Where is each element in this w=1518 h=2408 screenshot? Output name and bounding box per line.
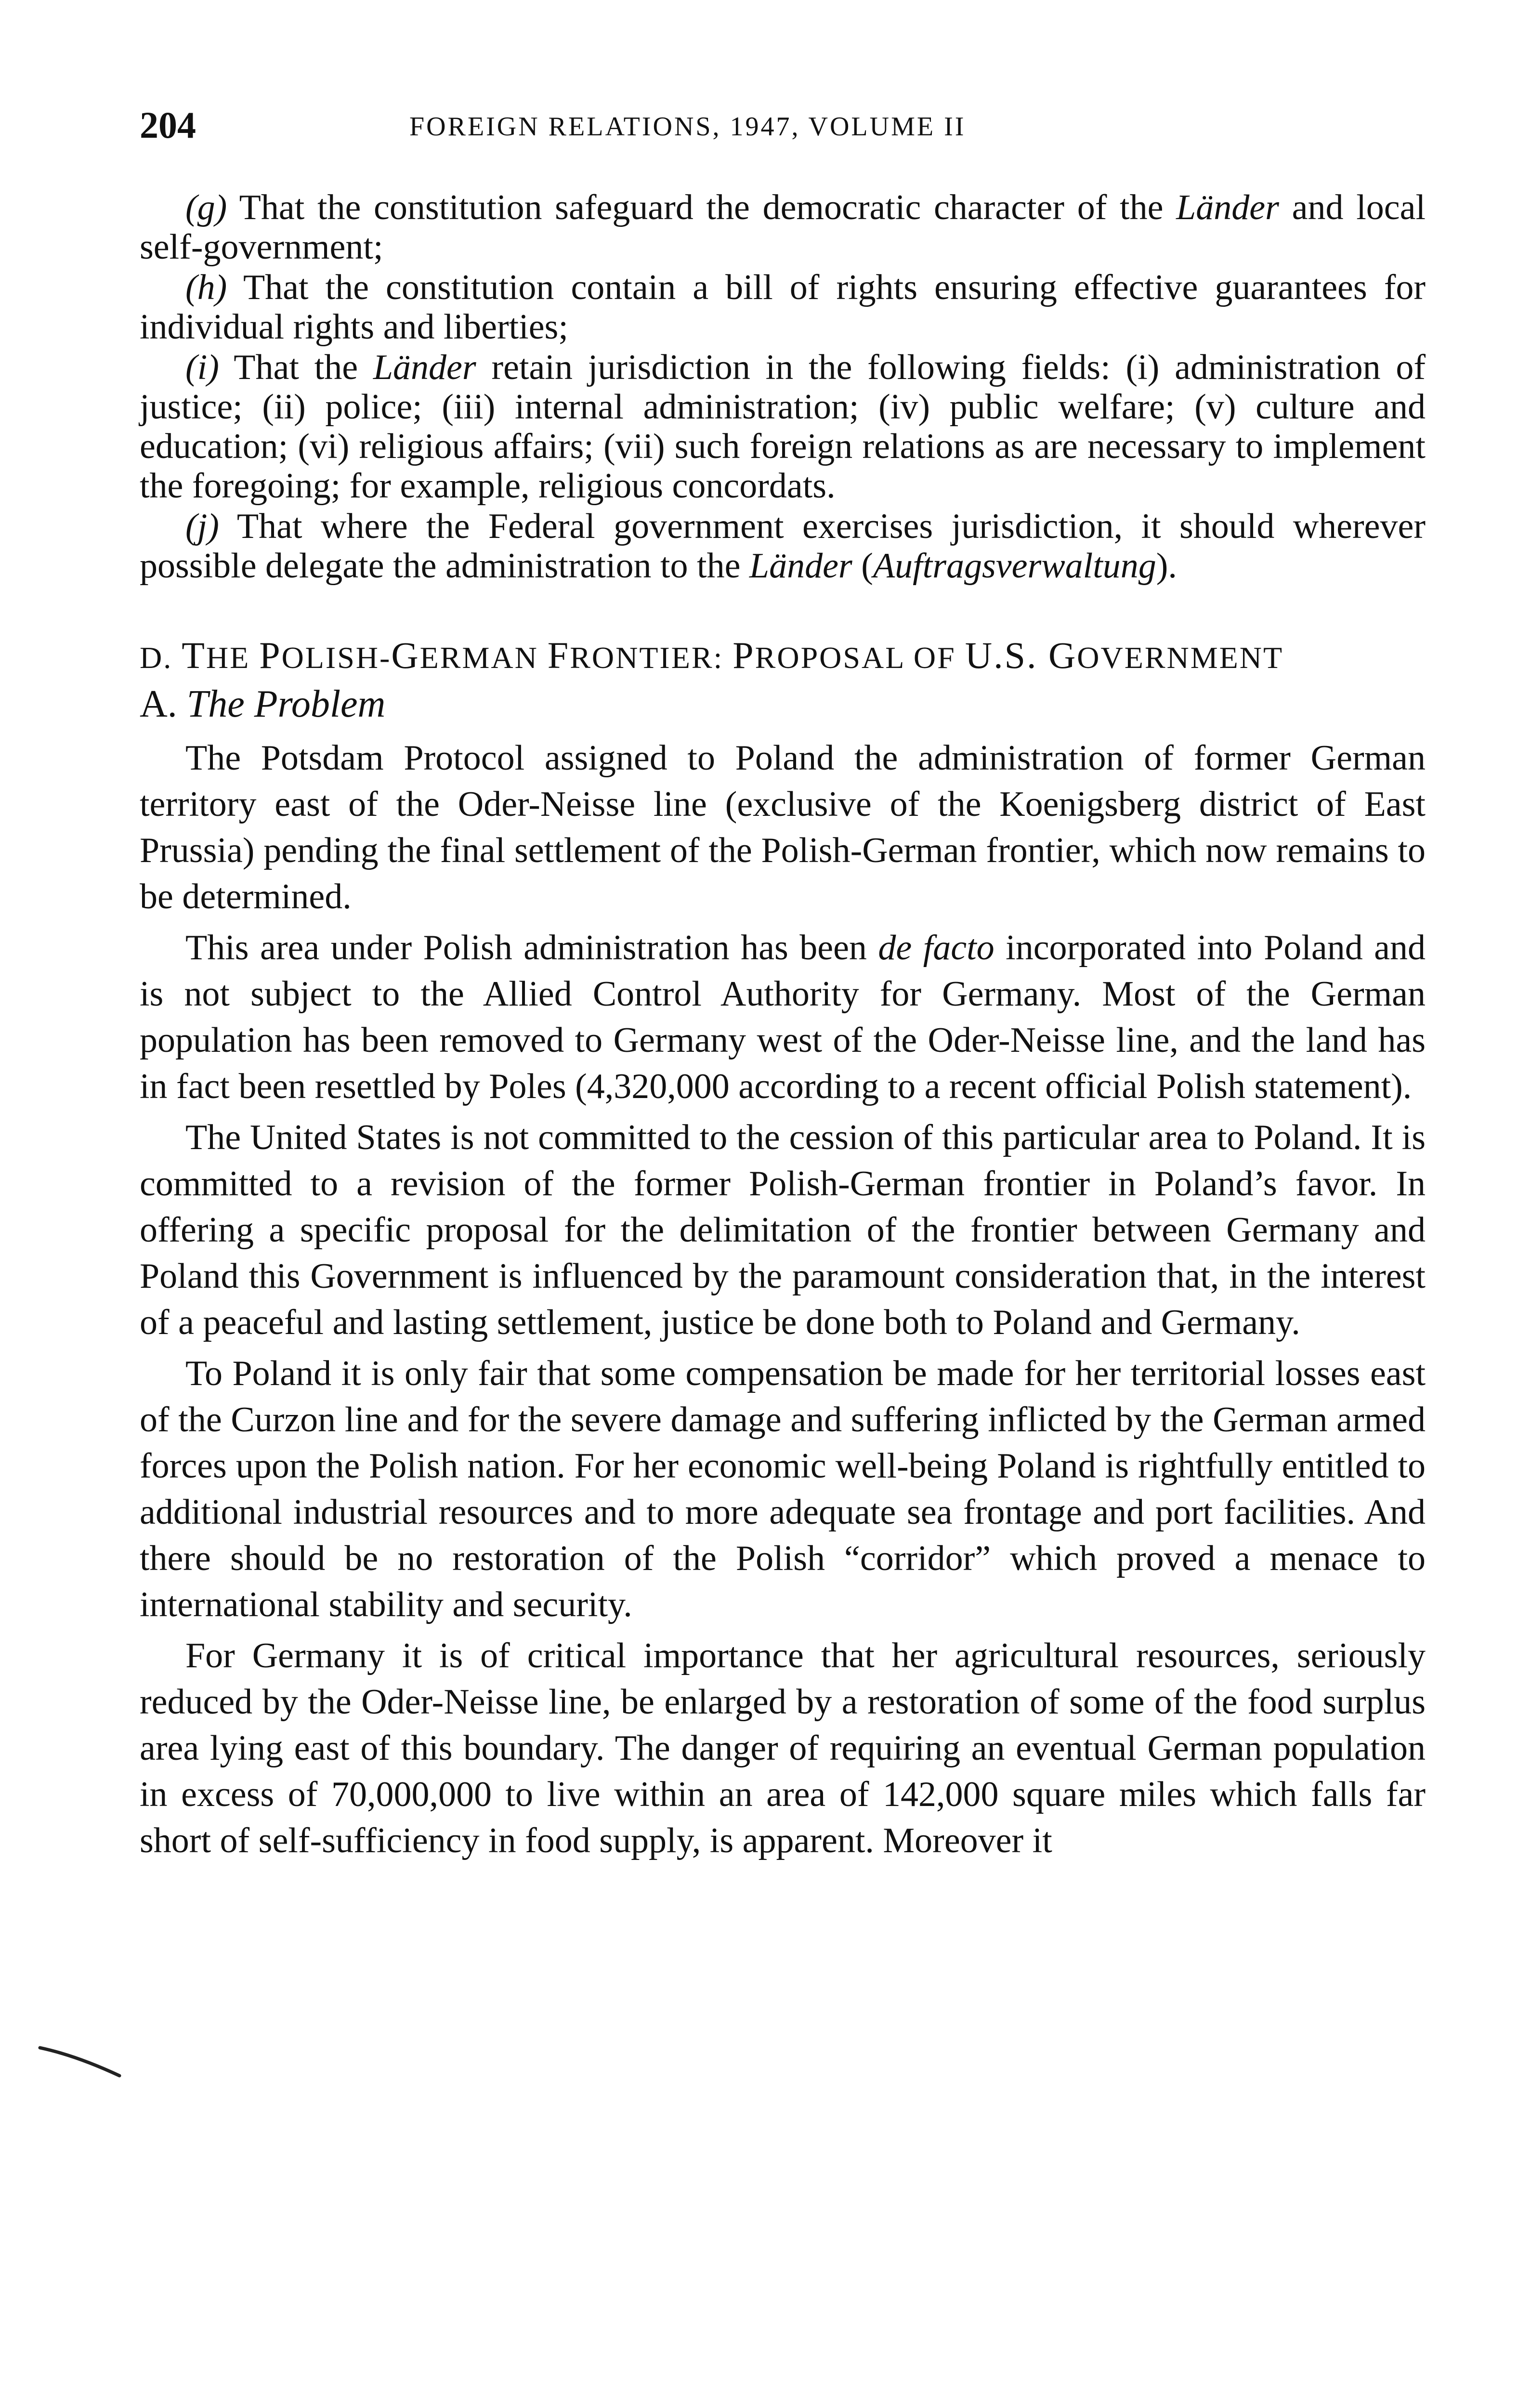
page-body bbox=[140, 188, 1426, 1869]
paragraph: This area under Polish administration has been de facto incorporated into Poland and is not subject to the Allied Control Authority for Germany. Most of the German population has been removed to Germany west of the Oder-Neisse line, and the land has in fact been resettled by Poles (4,320,000 according to a recent official Polish statement). bbox=[140, 928, 1426, 1106]
page-number: 204 bbox=[140, 104, 196, 146]
margin-pencil-mark bbox=[38, 2042, 124, 2081]
list-item-label: (g) bbox=[185, 188, 227, 227]
list-item: (j) That where the Federal government exercises jurisdiction, it should wherever possible delegate the administration to the Länder (Auftragsverwaltung). bbox=[140, 507, 1426, 586]
section-heading: D. THE POLISH-GERMAN FRONTIER: PROPOSAL OF U.S. GOVERNMENT bbox=[140, 634, 1284, 676]
list-item: (h) That the constitution contain a bill of rights ensuring effective guarantees for individual rights and liberties; bbox=[140, 268, 1426, 347]
paragraph: The United States is not committed to the cession of this particular area to Poland. It is committed to a revision of the former Polish-German frontier in Poland’s favor. In offering a specific proposal for the delimitation of the frontier between Germany and Poland this Government is influenced by the paramount consideration that, in the interest of a peaceful and lasting settlement, justice be done both to Poland and Germany. bbox=[140, 1118, 1426, 1342]
page-header bbox=[140, 104, 1426, 161]
paragraph: For Germany it is of critical importance that her agricultural resources, seriously reduced by the Oder-Neisse line, be enlarged by a restoration of some of the food surplus area lying east of this boundary. The danger of requiring an eventual German population in excess of 70,000,000 to live within an area of 142,000 square miles which falls far short of self-sufficiency in food supply, is apparent. Moreover it bbox=[140, 1636, 1426, 1860]
paragraph: To Poland it is only fair that some compensation be made for her territorial losses east of the Curzon line and for the severe damage and suffering inflicted by the German armed forces upon the Polish nation. For her economic well-being Poland is rightfully entitled to additional industrial resources and to more adequate sea frontage and port facilities. And there should be no restoration of the Polish “corridor” which proved a menace to international stability and security. bbox=[140, 1354, 1426, 1624]
list-item: (g) That the constitution safeguard the democratic character of the Länder and local self-government; bbox=[140, 188, 1426, 267]
running-head: FOREIGN RELATIONS, 1947, VOLUME II bbox=[409, 112, 966, 142]
list-item-label: (h) bbox=[185, 268, 227, 307]
constitution-conditions-list bbox=[140, 188, 1426, 586]
paragraph: The Potsdam Protocol assigned to Poland the administration of former German territory east of the Oder-Neisse line (exclusive of the Koenigsberg district of East Prussia) pending the final settlement of the Polish-German frontier, which now remains to be determined. bbox=[140, 738, 1426, 916]
list-item: (i) That the Länder retain jurisdiction in the following fields: (i) administration of justice; (ii) police; (iii) internal administration; (iv) public welfare; (v) culture and education; (vi) religious affairs; (vii) such foreign relations as are necessary to implement the foregoing; for example, religious concordats. bbox=[140, 348, 1426, 506]
list-item-label: (j) bbox=[185, 507, 219, 546]
list-item-label: (i) bbox=[185, 348, 219, 387]
subsection-heading: A. The Problem bbox=[140, 683, 386, 725]
